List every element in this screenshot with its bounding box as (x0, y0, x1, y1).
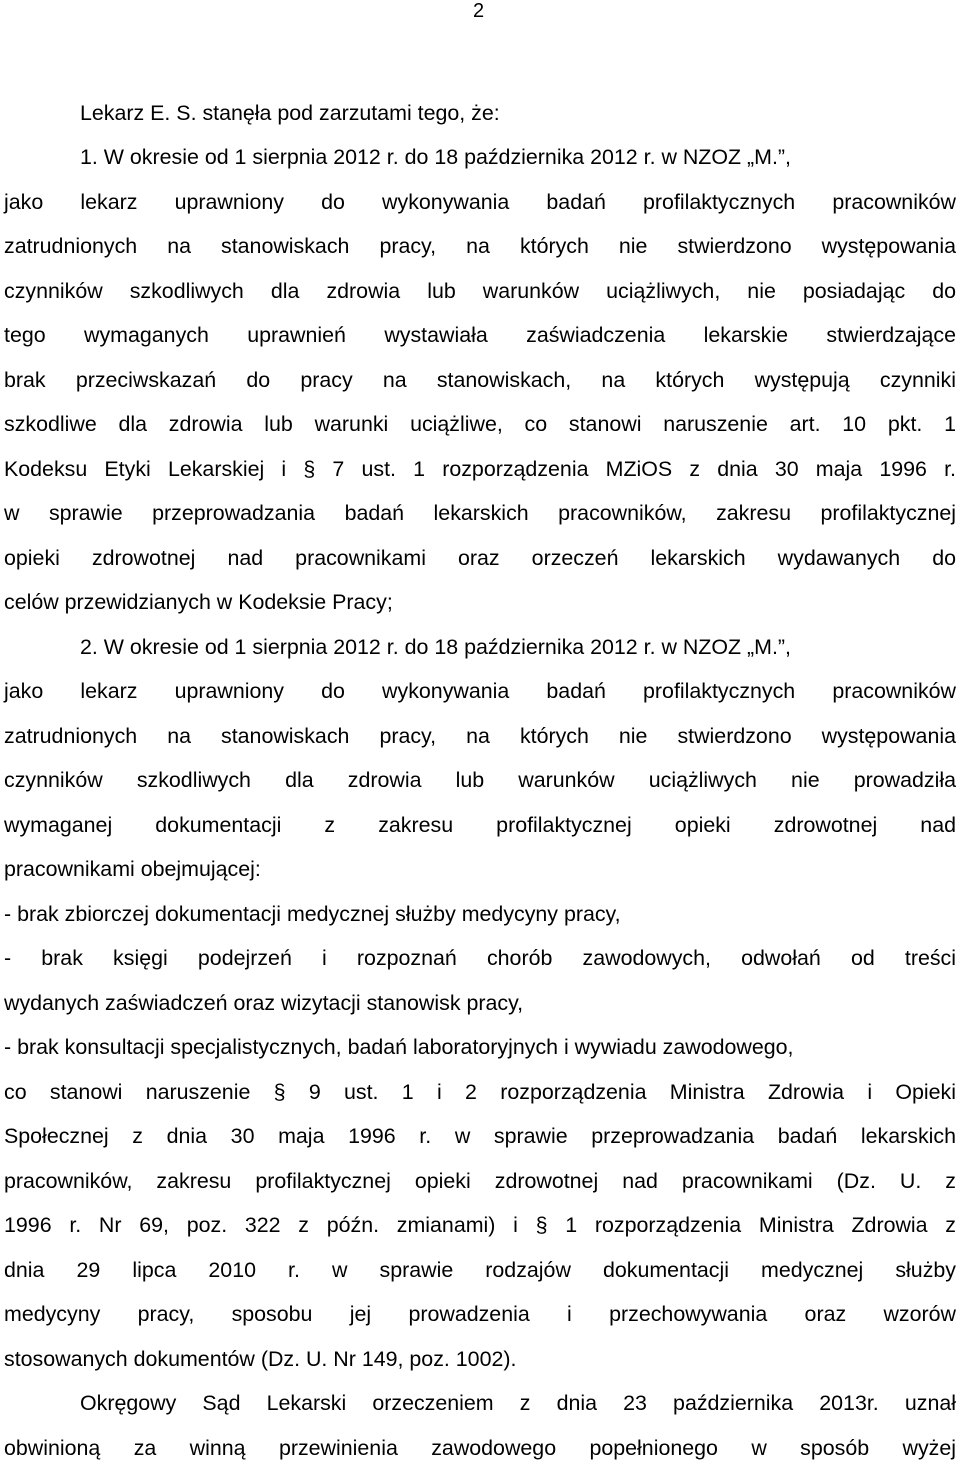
text-line: opieki zdrowotnej nad pracownikami oraz orzeczeń lekarskich wydawanych do (4, 546, 956, 570)
text-line: czynników szkodliwych dla zdrowia lub warunków uciążliwych nie prowadziła (4, 768, 956, 792)
text-line: Kodeksu Etyki Lekarskiej i § 7 ust. 1 rozporządzenia MZiOS z dnia 30 maja 1996 r. (4, 457, 956, 481)
text-line: pracowników, zakresu profilaktycznej opieki zdrowotnej nad pracownikami (Dz. U. z (4, 1169, 956, 1193)
list-item: - brak konsultacji specjalistycznych, badań laboratoryjnych i wywiadu zawodowego, (4, 1035, 794, 1059)
text-line: wydanych zaświadczeń oraz wizytacji stanowisk pracy, (4, 991, 524, 1015)
text-line: medycyny pracy, sposobu jej prowadzenia i przechowywania oraz wzorów (4, 1302, 956, 1326)
text-line: jako lekarz uprawniony do wykonywania badań profilaktycznych pracowników (4, 679, 956, 703)
list-item: - brak zbiorczej dokumentacji medycznej służby medycyny pracy, (4, 902, 621, 926)
text-line: w sprawie przeprowadzania badań lekarskich pracowników, zakresu profilaktycznej (4, 501, 956, 525)
text-line: 1996 r. Nr 69, poz. 322 z późn. zmianami) i § 1 rozporządzenia Ministra Zdrowia z (4, 1213, 956, 1237)
text-line: jako lekarz uprawniony do wykonywania badań profilaktycznych pracowników (4, 190, 956, 214)
text-line: zatrudnionych na stanowiskach pracy, na których nie stwierdzono występowania (4, 724, 956, 748)
text-line: obwinioną za winną przewinienia zawodowego popełnionego w sposób wyżej (4, 1436, 956, 1460)
text-line: wymaganej dokumentacji z zakresu profilaktycznej opieki zdrowotnej nad (4, 813, 956, 837)
list-item: - brak księgi podejrzeń i rozpoznań chorób zawodowych, odwołań od treści (4, 946, 956, 970)
text-line: pracownikami obejmującej: (4, 857, 261, 881)
text-line: Społecznej z dnia 30 maja 1996 r. w sprawie przeprowadzania badań lekarskich (4, 1124, 956, 1148)
text-line: celów przewidzianych w Kodeksie Pracy; (4, 590, 393, 614)
text-line: zatrudnionych na stanowiskach pracy, na których nie stwierdzono występowania (4, 234, 956, 258)
text-line: czynników szkodliwych dla zdrowia lub warunków uciążliwych, nie posiadając do (4, 279, 956, 303)
page-number: 2 (473, 0, 485, 22)
text-line-charge-1-start: 1. W okresie od 1 sierpnia 2012 r. do 18 października 2012 r. w NZOZ „M.”, (80, 145, 791, 169)
text-line: co stanowi naruszenie § 9 ust. 1 i 2 rozporządzenia Ministra Zdrowia i Opieki (4, 1080, 956, 1104)
text-line: tego wymaganych uprawnień wystawiała zaświadczenia lekarskie stwierdzające (4, 323, 956, 347)
text-line: szkodliwe dla zdrowia lub warunki uciążliwe, co stanowi naruszenie art. 10 pkt. 1 (4, 412, 956, 436)
text-line: brak przeciwskazań do pracy na stanowiskach, na których występują czynniki (4, 368, 956, 392)
text-line-verdict-start: Okręgowy Sąd Lekarski orzeczeniem z dnia 23 października 2013r. uznał (80, 1391, 956, 1415)
text-line-charge-2-start: 2. W okresie od 1 sierpnia 2012 r. do 18 października 2012 r. w NZOZ „M.”, (80, 635, 791, 659)
text-line: dnia 29 lipca 2010 r. w sprawie rodzajów dokumentacji medycznej służby (4, 1258, 956, 1282)
text-line: stosowanych dokumentów (Dz. U. Nr 149, poz. 1002). (4, 1347, 517, 1371)
text-line-intro: Lekarz E. S. stanęła pod zarzutami tego, że: (80, 101, 500, 125)
